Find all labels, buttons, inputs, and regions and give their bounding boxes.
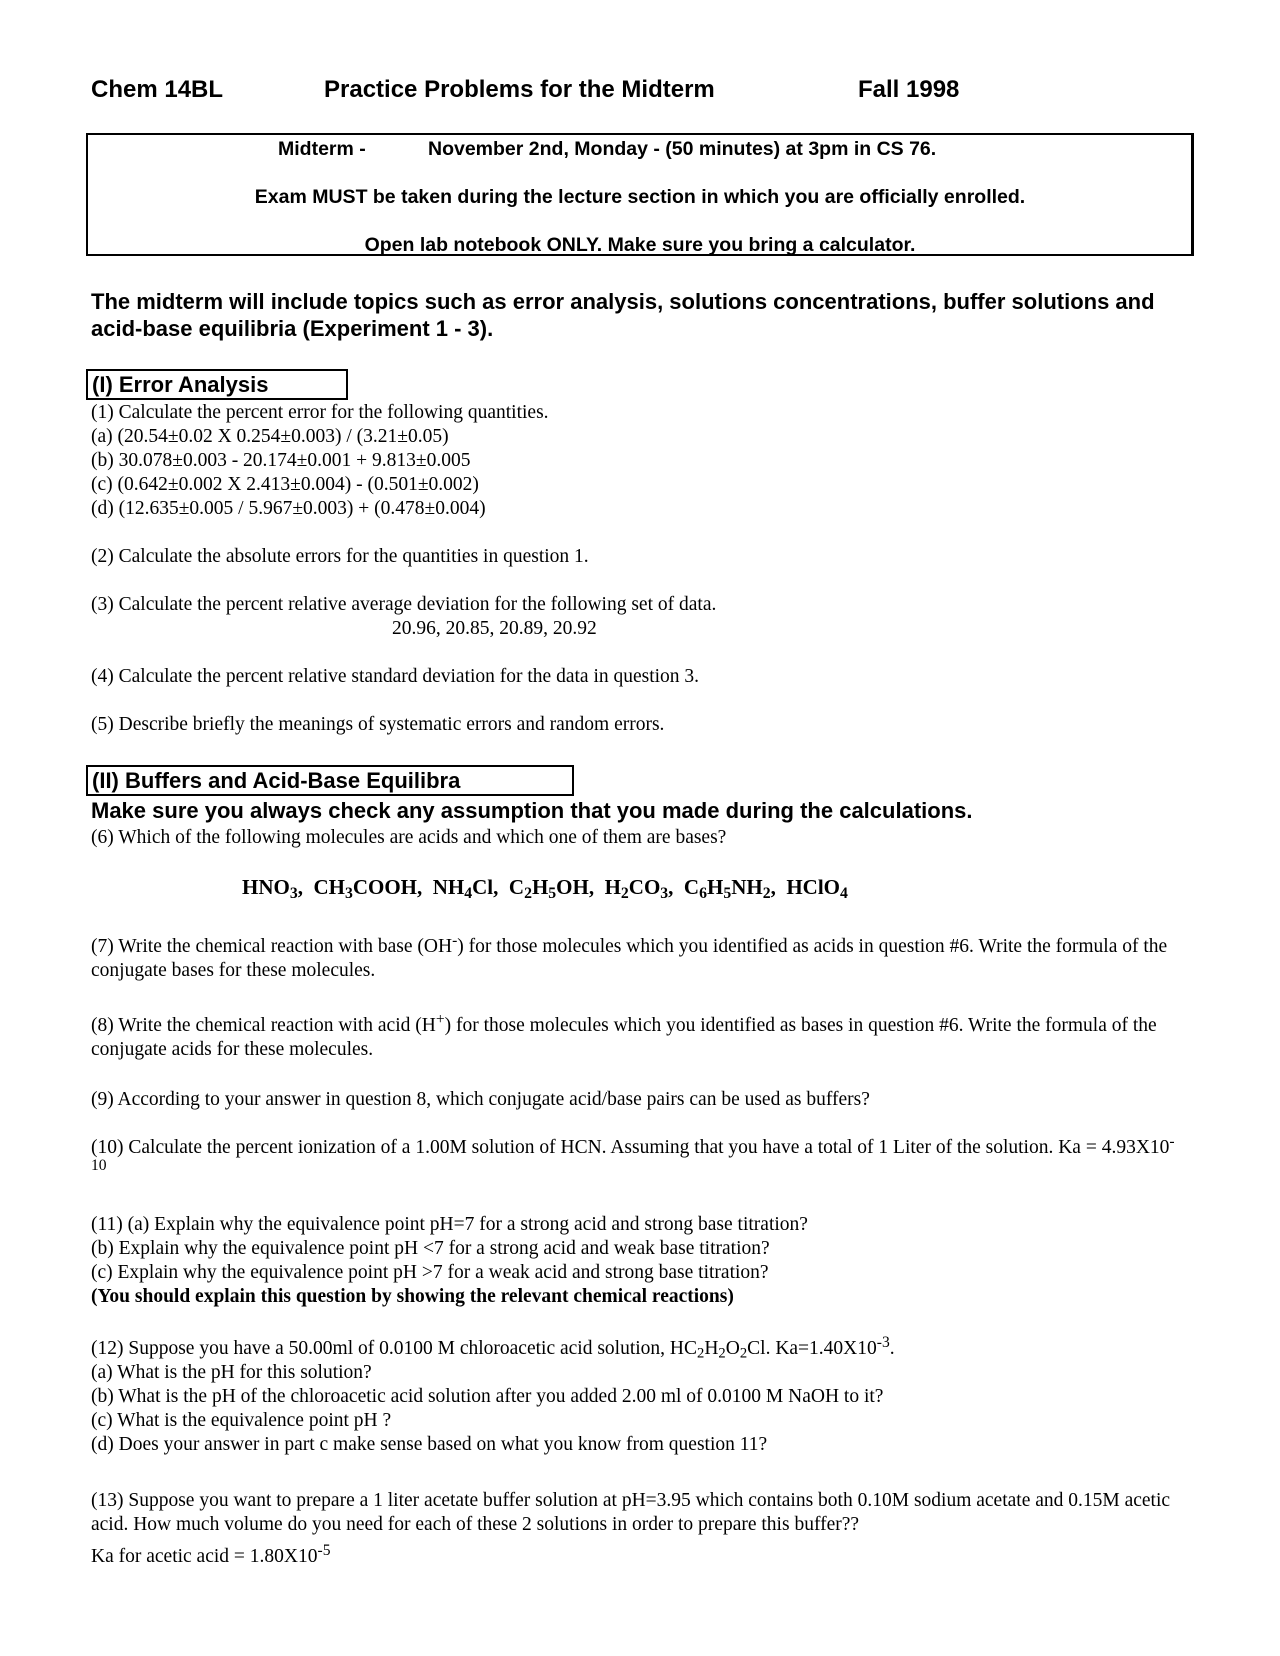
term: Fall 1998	[858, 76, 960, 103]
question-12c: (c) What is the equivalence point pH ?	[91, 1410, 392, 1431]
section-buffers-heading: (II) Buffers and Acid-Base Equilibra	[86, 765, 574, 796]
question-1d: (d) (12.635±0.005 / 5.967±0.003) + (0.478±0.004)	[91, 498, 486, 519]
molecule-nh4cl: $NH_4Cl$	[432, 875, 494, 902]
course-name: Chem 14BL	[91, 76, 224, 103]
molecule-c2h5oh: $C_2H_5OH$	[508, 875, 589, 902]
question-8: (8) Write the chemical reaction with acid (H+) for those molecules which you identified as bases in question #6. Write the formula of the conjugate acids for these molecules.	[91, 1010, 1157, 1060]
question-13: (13) Suppose you want to prepare a 1 liter acetate buffer solution at pH=3.95 which contains both 0.10M sodium acetate and 0.15M acetic acid. How much volume do you need for each of these 2 solutions in order to prepare this buffer??	[91, 1490, 1171, 1535]
question-12d: (d) Does your answer in part c make sense based on what you know from question 11?	[91, 1434, 768, 1455]
section-error-analysis-heading: (I) Error Analysis	[86, 369, 348, 400]
question-12b: (b) What is the pH of the chloroacetic acid solution after you added 2.00 ml of 0.0100 M NaOH to it?	[91, 1386, 884, 1407]
question-1b: (b) 30.078±0.003 - 20.174±0.001 + 9.813±0.005	[91, 450, 471, 471]
question-3: (3) Calculate the percent relative average deviation for the following set of data.	[91, 594, 717, 615]
assumption-reminder: Make sure you always check any assumption that you made during the calculations.	[91, 798, 973, 823]
question-13-ka: Ka for acetic acid = $1.80X10^{-5}$	[91, 1541, 331, 1567]
molecule-ch3cooh: $CH_3COOH$	[313, 875, 418, 902]
question-9: (9) According to your answer in question 8, which conjugate acid/base pairs can be used as buffers?	[91, 1089, 870, 1110]
question-12: (12) Suppose you have a 50.00ml of 0.0100 M chloroacetic acid solution, $HC_2H_2O_2Cl$. $Ka=1.40X10^{-3}$.	[91, 1333, 895, 1362]
molecule-c6h5nh2: $C_6H_5NH_2$	[683, 875, 771, 902]
molecule-list: $HNO_3$, $CH_3COOH$, $NH_4Cl$, $C_2H_5OH$, $H_2CO_3$, $C_6H_5NH_2$, HClO$_4$	[242, 875, 848, 902]
question-4: (4) Calculate the percent relative standard deviation for the data in question 3.	[91, 666, 700, 687]
question-1a: (a) (20.54±0.02 X 0.254±0.003) / (3.21±0.05)	[91, 426, 449, 447]
question-11c: (c) Explain why the equivalence point pH >7 for a weak acid and strong base titration?	[91, 1262, 769, 1283]
question-12a: (a) What is the pH for this solution?	[91, 1362, 372, 1383]
intro-text: The midterm will include topics such as error analysis, solutions concentrations, buffer solutions and acid-base equilibria (Experiment 1 - 3).	[91, 289, 1155, 341]
question-7: (7) Write the chemical reaction with base (OH-) for those molecules which you identified as acids in question #6. Write the formula of the conjugate bases for these molecules.	[91, 931, 1168, 981]
question-11-note: (You should explain this question by showing the relevant chemical reactions)	[91, 1286, 734, 1307]
question-10: (10) Calculate the percent ionization of a 1.00M solution of HCN. Assuming that you have a total of 1 Liter of the solution. $Ka = 4.93X10^{-10}$	[91, 1132, 1175, 1174]
question-11a: (11) (a) Explain why the equivalence point pH=7 for a strong acid and strong base titration?	[91, 1214, 808, 1235]
question-3-data: 20.96, 20.85, 20.89, 20.92	[392, 618, 597, 639]
exam-rule: Exam MUST be taken during the lecture section in which you are officially enrolled.	[254, 186, 1026, 208]
molecule-h2co3: $H_2CO_3$	[604, 875, 669, 902]
midterm-label: Midterm -	[278, 138, 366, 160]
midterm-when: November 2nd, Monday - (50 minutes) at 3pm in CS 76.	[428, 138, 937, 160]
question-5: (5) Describe briefly the meanings of systematic errors and random errors.	[91, 714, 665, 735]
question-6: (6) Which of the following molecules are acids and which one of them are bases?	[91, 827, 727, 848]
question-1c: (c) (0.642±0.002 X 2.413±0.004) - (0.501±0.002)	[91, 474, 479, 495]
molecule-hno3: $HNO_3$	[242, 875, 298, 902]
question-2: (2) Calculate the absolute errors for the quantities in question 1.	[91, 546, 589, 567]
page-title: Practice Problems for the Midterm	[324, 76, 715, 103]
exam-notice-box	[86, 133, 1194, 256]
question-11b: (b) Explain why the equivalence point pH <7 for a strong acid and weak base titration?	[91, 1238, 770, 1259]
question-1: (1) Calculate the percent error for the following quantities.	[91, 402, 549, 423]
exam-materials: Open lab notebook ONLY. Make sure you bring a calculator.	[364, 234, 916, 256]
molecule-hclo4: HClO$_4$	[786, 875, 848, 902]
